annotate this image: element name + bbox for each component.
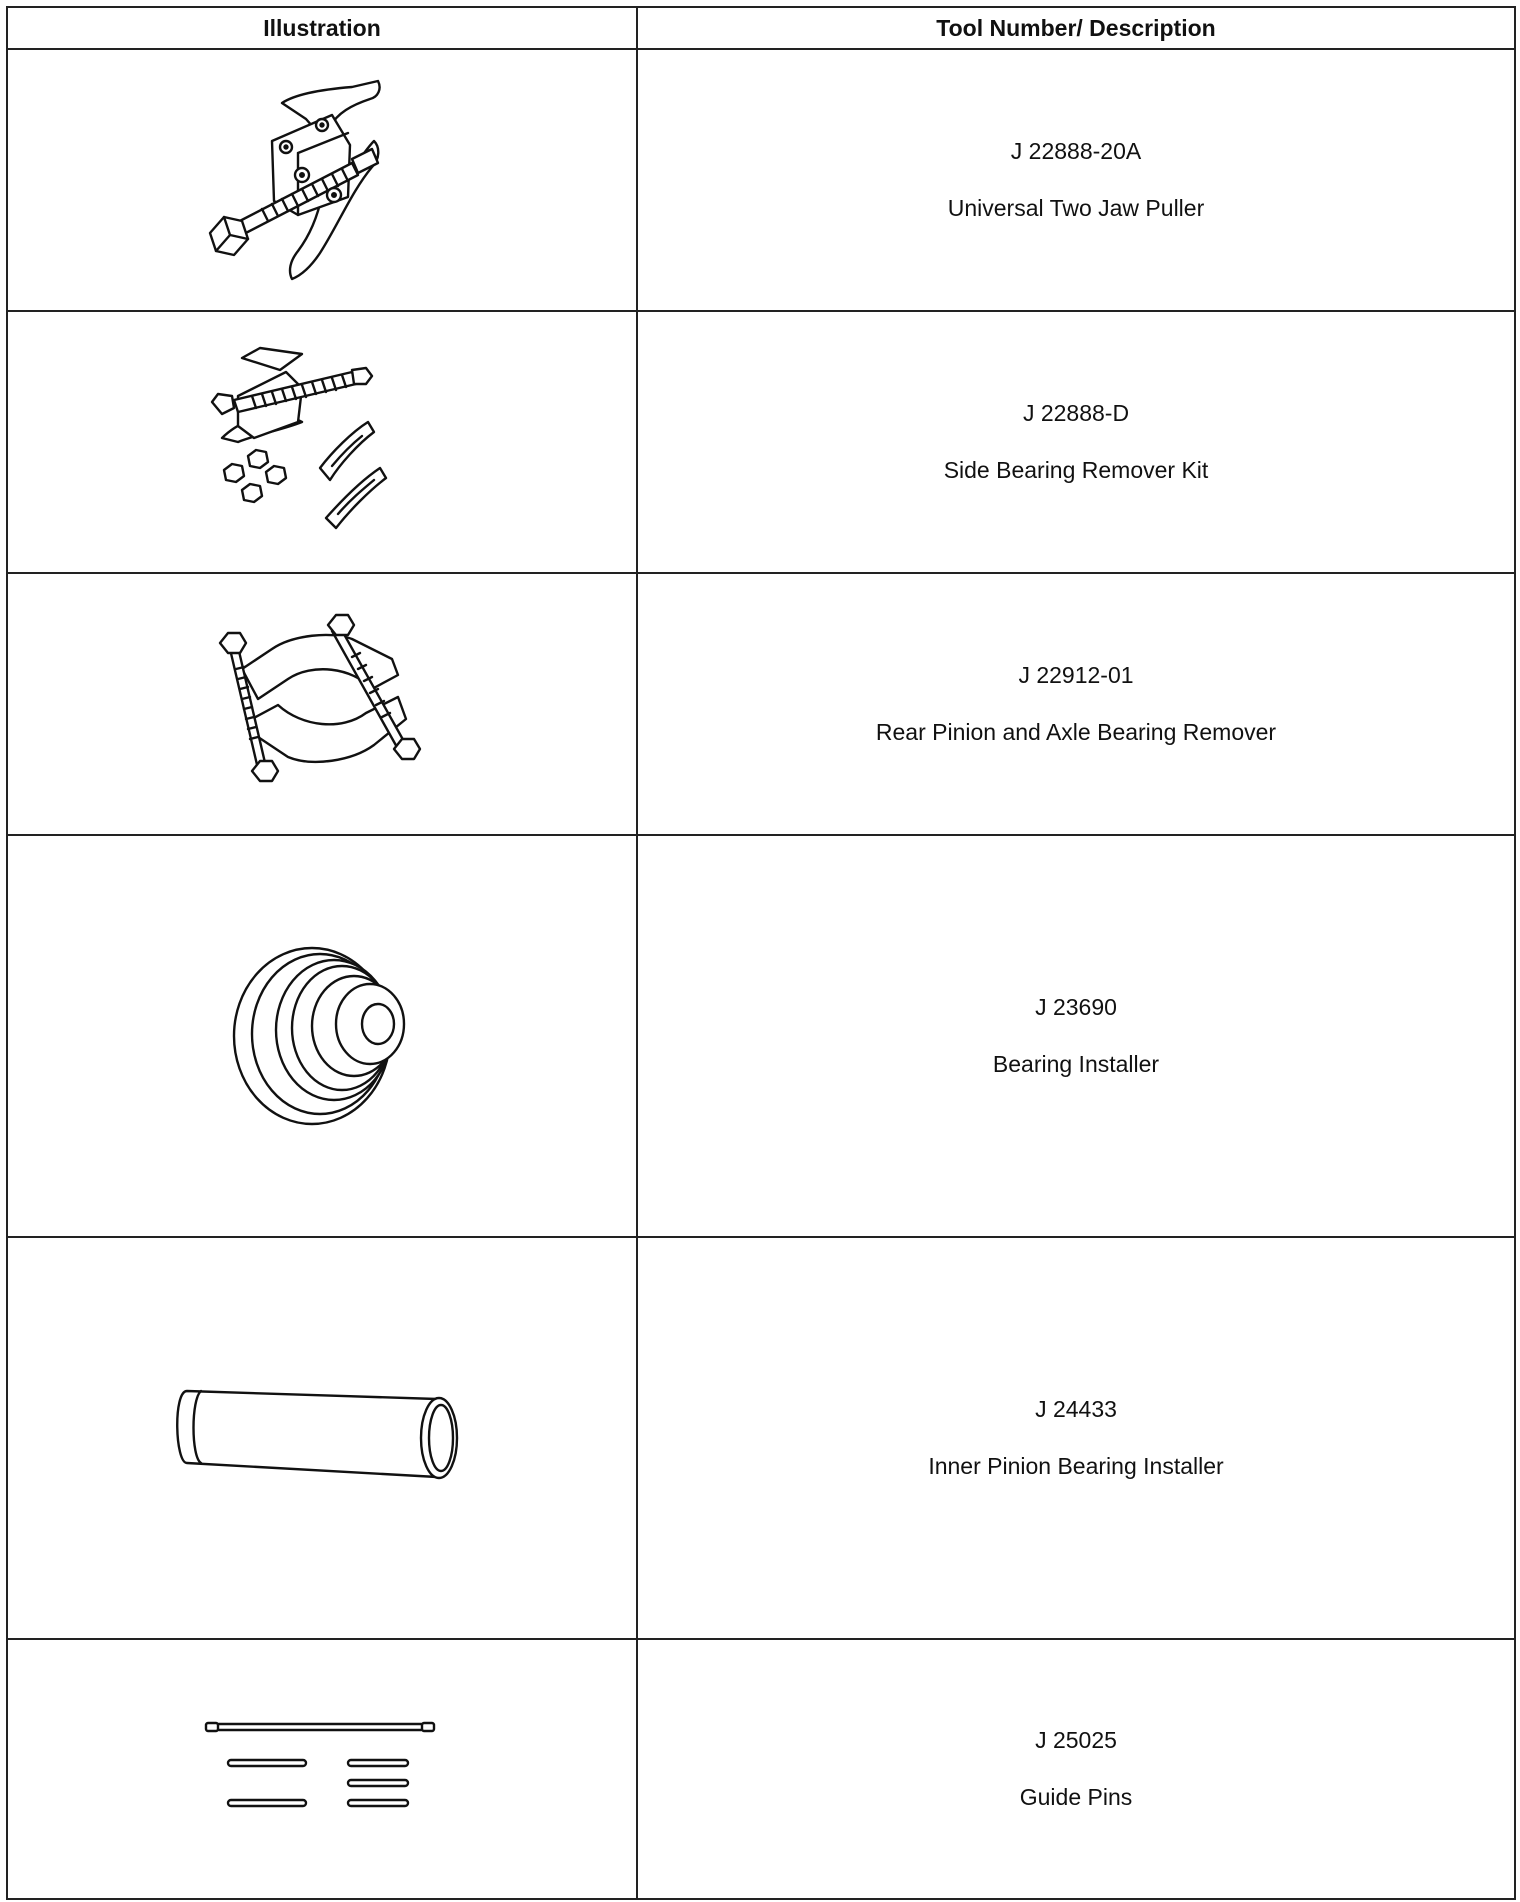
illustration-cell xyxy=(7,1237,637,1639)
tool-description-cell xyxy=(637,1639,1515,1899)
tool-name: Guide Pins xyxy=(1019,1784,1133,1810)
illustration-cell xyxy=(7,311,637,573)
tool-name: Side Bearing Remover Kit xyxy=(943,457,1209,483)
tool-name: Universal Two Jaw Puller xyxy=(947,195,1205,221)
tool-number: J 22888-D xyxy=(1022,400,1130,426)
tool-number: J 23690 xyxy=(1035,994,1117,1020)
tool-description-cell xyxy=(637,49,1515,311)
tool-number: J 22888-20A xyxy=(1010,138,1142,164)
special-tools-table xyxy=(6,6,1516,1900)
tool-description-cell xyxy=(637,835,1515,1237)
table-row xyxy=(7,311,1515,573)
tool-description-cell xyxy=(637,1237,1515,1639)
table-row xyxy=(7,1237,1515,1639)
table-row xyxy=(7,835,1515,1237)
bearing-installer-icon xyxy=(212,936,432,1136)
tool-description-cell xyxy=(637,311,1515,573)
illustration-cell xyxy=(7,1639,637,1899)
bearing-separator-icon xyxy=(202,609,442,799)
table-header-row xyxy=(7,7,1515,49)
illustration-cell xyxy=(7,573,637,835)
guide-pins-icon xyxy=(202,1714,442,1824)
tool-number: J 22912-01 xyxy=(1018,662,1134,688)
table-row xyxy=(7,1639,1515,1899)
tool-name: Bearing Installer xyxy=(992,1051,1160,1077)
tool-name: Rear Pinion and Axle Bearing Remover xyxy=(875,719,1277,745)
two-jaw-puller-icon xyxy=(202,75,442,285)
header-tool-description: Tool Number/ Description xyxy=(637,7,1515,49)
tool-number: J 25025 xyxy=(1035,1727,1117,1753)
bearing-remover-kit-icon xyxy=(202,342,442,542)
header-illustration: Illustration xyxy=(7,7,637,49)
illustration-cell xyxy=(7,835,637,1237)
table-row xyxy=(7,49,1515,311)
tube-installer-icon xyxy=(167,1383,477,1493)
tool-description-cell xyxy=(637,573,1515,835)
illustration-cell xyxy=(7,49,637,311)
tool-name: Inner Pinion Bearing Installer xyxy=(928,1453,1224,1479)
table-row xyxy=(7,573,1515,835)
tool-number: J 24433 xyxy=(1035,1396,1117,1422)
